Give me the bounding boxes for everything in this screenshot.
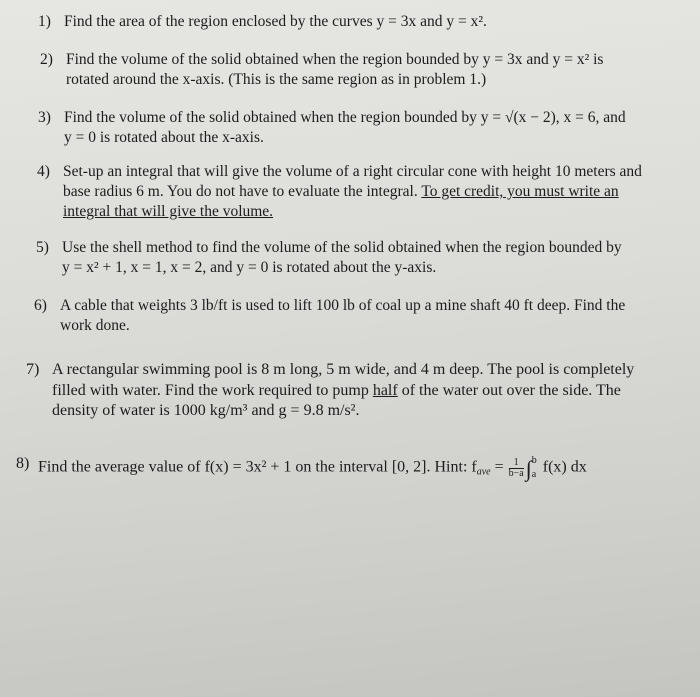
equals-sign: =: [490, 458, 508, 476]
lower-limit: a: [531, 469, 537, 480]
problem-8: [16, 454, 587, 482]
credit-note-continued: integral that will give the volume.: [63, 203, 274, 220]
upper-limit: b: [531, 455, 537, 466]
subscript-ave: ave: [476, 466, 491, 478]
fraction-numerator: 1: [509, 458, 524, 469]
problem-text-line: Set-up an integral that will give the volume of a right circular cone with height 10 meters and: [63, 163, 642, 180]
problem-5: [36, 238, 622, 278]
problem-number: 7): [26, 361, 40, 378]
problem-number: 8): [16, 455, 30, 472]
problem-text-line: y = 0 is rotated about the x-axis.: [64, 129, 264, 146]
problem-number: 6): [34, 297, 47, 314]
problem-text: filled with water. Find the work required to pump: [52, 381, 369, 399]
problem-number: 5): [36, 239, 49, 256]
problem-text-line: [63, 182, 642, 202]
problem-number: 1): [38, 13, 51, 30]
fraction: [509, 458, 524, 479]
problem-text-line: work done.: [60, 317, 130, 334]
problem-text: Find the average value of f(x) = 3x² + 1 on the interval [0, 2]. Hint: f: [38, 458, 477, 476]
problem-7: [26, 360, 635, 422]
problem-text-line: A rectangular swimming pool is 8 m long, 5 m wide, and 4 m deep. The pool is completely: [52, 361, 635, 378]
problem-number: 4): [37, 163, 50, 180]
problem-1: [38, 12, 487, 32]
problem-text-line: density of water is 1000 kg/m³ and g = 9.8 m/s².: [52, 402, 360, 419]
problem-2: [40, 50, 604, 90]
problem-number: 2): [40, 51, 53, 68]
problem-text-line: y = x² + 1, x = 1, x = 2, and y = 0 is rotated about the y-axis.: [62, 259, 437, 276]
integral-sign: ∫: [525, 455, 532, 481]
problem-text-line: [52, 381, 634, 402]
problem-6: [34, 296, 626, 336]
problem-text-line: rotated around the x-axis. (This is the same region as in problem 1.): [66, 71, 487, 88]
credit-note: To get credit, you must write an: [421, 183, 619, 200]
problem-text-line: Find the volume of the solid obtained when the region bounded by y = 3x and y = x² is: [66, 51, 604, 68]
problem-text: base radius 6 m. You do not have to evaluate the integral.: [63, 183, 418, 200]
integral-limits: [532, 454, 537, 482]
problem-text: of the water out over the side. The: [401, 381, 621, 399]
problem-text: Find the area of the region enclosed by the curves y = 3x and y = x².: [64, 13, 487, 30]
problem-text-line: Find the volume of the solid obtained when the region bounded by y = √(x − 2), x = 6, and: [64, 109, 626, 126]
problem-text-line: A cable that weights 3 lb/ft is used to lift 100 lb of coal up a mine shaft 40 ft deep. Find the: [60, 297, 626, 314]
problem-3: [38, 108, 626, 148]
integrand: f(x) dx: [538, 458, 587, 476]
problem-4: [37, 162, 642, 222]
fraction-denominator: b−a: [508, 467, 524, 479]
emphasis-half: half: [372, 381, 398, 399]
problem-text-line: Use the shell method to find the volume of the solid obtained when the region bounded by: [62, 239, 622, 256]
problem-number: 3): [38, 109, 51, 126]
